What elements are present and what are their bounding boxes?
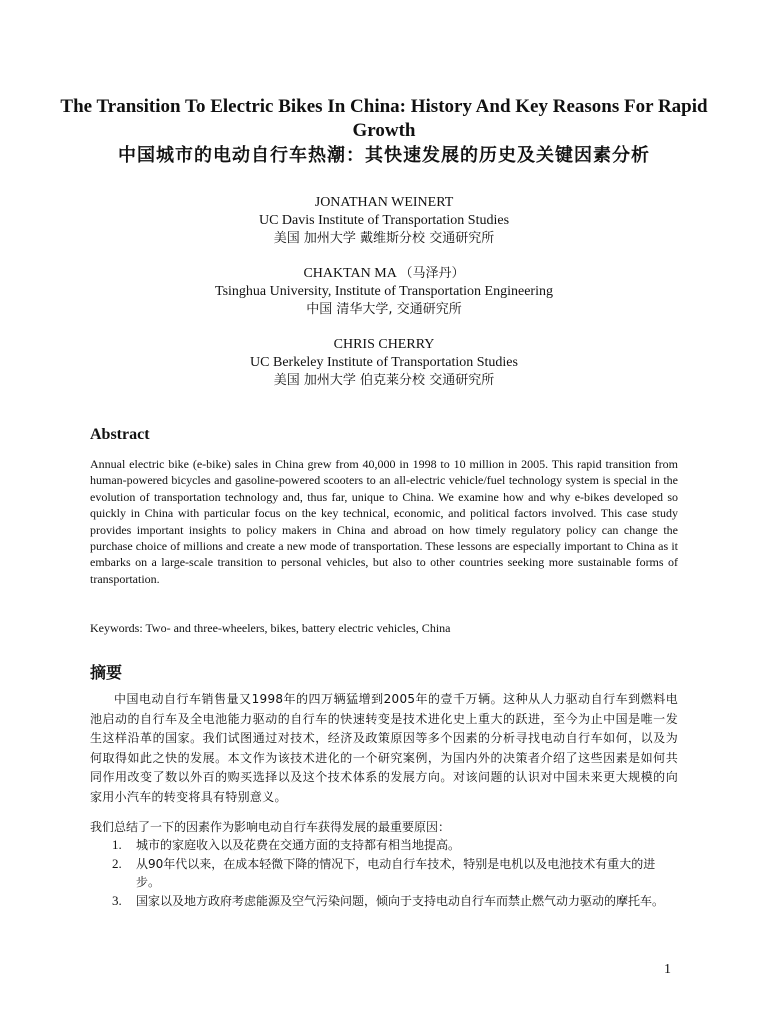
- author-name: JONATHAN WEINERT: [314, 195, 454, 210]
- list-item-number: 1.: [112, 837, 122, 852]
- abstract-body: Annual electric bike (e-bike) sales in China grew from 40,000 in 1998 to 10 million in 2005. This rapid transition from human-powered bicycles and gasoline-powered scooters to an all-electric vehicle/fuel technology system is special in the evolution of transportation technology and, thus far, unique to China. We examine how and why e-bikes developed so quickly in China with particular focus on the key technical, economic, and political factors involved. This case study provides important insights to policy makers in China and abroad on how timely regulatory policy can change the purchase choice of millions and create a new mode of transportation. These lessons are especially important to China as it embarks on a large-scale transition to personal vehicles, but also to other countries seeking more sustainable forms of transportation.: [90, 457, 678, 586]
- author-block: [60, 336, 708, 390]
- chinese-abstract-heading: 摘要: [90, 663, 123, 682]
- author-affiliation: UC Davis Institute of Transportation Studies: [258, 213, 510, 228]
- list-item: [90, 892, 678, 911]
- list-item: [90, 855, 678, 892]
- chinese-factor-list: [90, 836, 678, 910]
- list-item: [90, 836, 678, 855]
- chinese-abstract-body: 中国电动自行车销售量又1998年的四万辆猛增到2005年的壹千万辆。这种从人力驱动自行车到燃料电池启动的自行车及全电池能力驱动的自行车的快速转变是技术进化史上重大的跃进，至今为止中国是唯一发生这样沿革的国家。我们试图通过对技术，经济及政策原因等多个因素的分析寻找电动自行车如何，以及为何取得如此之快的发展。本文作为该技术进化的一个研究案例，为国内外的决策者介绍了这些因素是如何共同作用改变了数以外百的购买选择以及这个技术体系的发展方向。对该问题的认识对中国未来更大规模的向家用小汽车的转变将具有特别意义。: [90, 692, 678, 804]
- author-list: [60, 194, 708, 407]
- list-item-text: 城市的家庭收入以及花费在交通方面的支持都有相当地提高。: [136, 838, 461, 852]
- list-item-number: 2.: [112, 855, 122, 871]
- author-name: CHRIS CHERRY: [333, 337, 435, 352]
- list-item-text: 国家以及地方政府考虑能源及空气污染问题，倾向于支持电动自行车而禁止燃气动力驱动的摩托车。: [136, 893, 665, 908]
- list-item-number: 3.: [112, 892, 122, 908]
- author-name: CHAKTAN MA （马泽丹）: [303, 266, 465, 281]
- abstract-heading: Abstract: [90, 426, 150, 443]
- author-affiliation: UC Berkeley Institute of Transportation Studies: [250, 355, 518, 370]
- author-affiliation-chinese: 中国 清华大学, 交通研究所: [306, 302, 462, 317]
- author-name-chinese: （马泽丹）: [399, 266, 465, 281]
- chinese-summary-intro: 我们总结了一下的因素作为影响电动自行车获得发展的最重要原因：: [90, 820, 451, 834]
- author-affiliation-chinese: 美国 加州大学 戴维斯分校 交通研究所: [273, 231, 495, 246]
- keywords: Keywords: Two- and three-wheelers, bikes, battery electric vehicles, China: [90, 621, 451, 635]
- paper-title-english: The Transition To Electric Bikes In China: History And Key Reasons For Rapid Growth: [60, 96, 708, 141]
- author-affiliation-chinese: 美国 加州大学 伯克莱分校 交通研究所: [273, 373, 495, 388]
- list-item-text: 从90年代以来，在成本轻微下降的情况下，电动自行车技术，特别是电机以及电池技术有重大的进步。: [136, 856, 656, 889]
- author-block: [60, 265, 708, 319]
- author-affiliation: Tsinghua University, Institute of Transportation Engineering: [215, 284, 553, 299]
- paper-title-chinese: 中国城市的电动自行车热潮：其快速发展的历史及关键因素分析: [118, 145, 650, 166]
- title-block: [60, 95, 708, 169]
- page-number: 1: [664, 962, 671, 977]
- author-block: [60, 194, 708, 248]
